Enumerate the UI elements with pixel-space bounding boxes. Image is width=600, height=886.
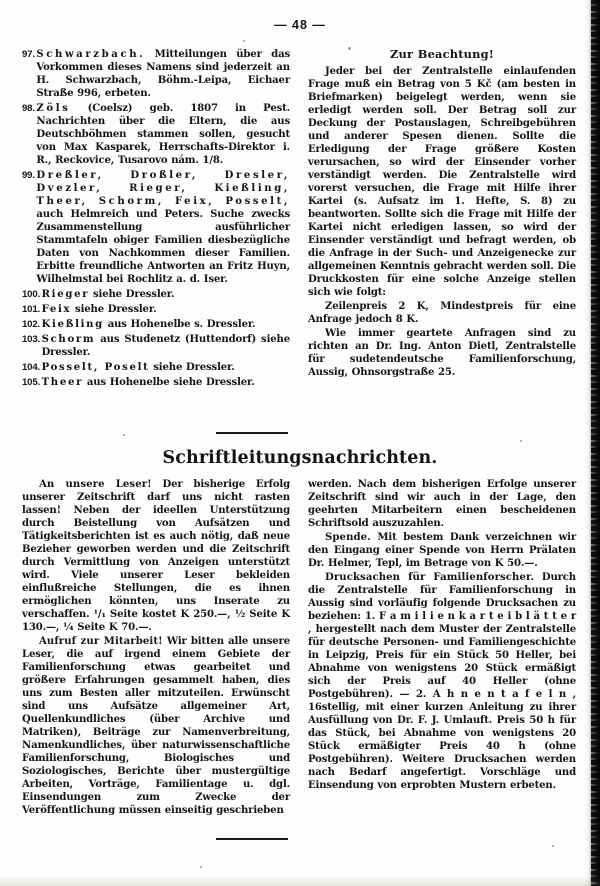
query-number: 103.	[22, 334, 41, 345]
section-heading: Schriftleitungsnachrichten.	[162, 448, 438, 468]
query-surname: Rieger	[41, 289, 90, 300]
editorial-item	[308, 531, 576, 570]
notice-paragraph: Zeilenpreis 2 K, Mindestpreis für eine Anfrage jedoch 8 K.	[308, 301, 576, 325]
query-surname: Theer	[41, 377, 84, 388]
query-surname: Posselt, Poselt	[41, 362, 150, 373]
query-text: aus Studenetz (Huttendorf) siehe Dressler.	[41, 334, 290, 358]
query-surname: Schorm	[41, 334, 96, 345]
notice-title: Zur Beachtung!	[389, 47, 495, 61]
query-entry	[22, 333, 290, 359]
page-number: — 48 —	[274, 18, 326, 32]
editorial-lead: Spende.	[325, 532, 371, 543]
query-text: (Coelsz) geb. 1807 in Pest. Nachrichten über die Eltern, die aus Deutschböhmen stammen sollen, gesucht von Max Kasparek, Herrschafts-Direktor i. R., Reckovice, Tusarovo nám. 1/8.	[36, 103, 290, 166]
query-entry	[22, 288, 290, 301]
editorial-item	[308, 571, 576, 792]
scan-speck	[243, 40, 245, 42]
query-surname: Feix	[41, 304, 72, 315]
query-text: siehe Dressler.	[71, 304, 157, 315]
editorial-text: Durch die Zentralstelle für Familienforschung in Aussig sind vorläufig folgende Drucksachen zu beziehen: 1. F a m i l i e n k a r t e i b l ä t t e r , hergestellt nach dem Muster der Zentralstelle für deutsche Personen- und Familiengeschichte in Leipzig, Preis für ein Stück 50 Heller, bei Abnahme von wenigstens 20 Stück ermäßigt sich der Preis auf 40 Heller (ohne Postgebühren). — 2. A h n e n t a f e l n , 16stellig, mit einer kurzen Anleitung zu ihrer Ausfüllung von Dr. F. J. Umlauft. Preis 50 h für das Stück, bei Abnahme von wenigstens 20 Stück ermäßigter Preis 40 h (ohne Postgebühren). Weitere Drucksachen werden nach Bedarf angefertigt. Vorschläge und Einsendung von erprobten Mustern erbeten.	[308, 572, 576, 791]
query-body	[42, 288, 290, 301]
query-body	[36, 48, 290, 100]
query-surname: Kießling	[41, 319, 104, 330]
query-body	[42, 376, 290, 389]
notice-column	[308, 48, 576, 379]
query-number: 100.	[22, 289, 41, 300]
query-entry	[22, 102, 290, 167]
query-number: 101.	[22, 304, 41, 315]
query-body	[42, 303, 290, 316]
notice-paragraph: Jeder bei der Zentralstelle einlaufenden Frage muß ein Betrag von 5 Kč (am besten in Briefmarken) beigelegt werden, wenn sie erledigt werden soll. Der Betrag soll zur Deckung der Postauslagen, Schreibgebühren und anderer Spesen dienen. Sollte die Erledigung der Frage größere Kosten verursachen, so wird der Einsender vorher verständigt werden. Die Zentralstelle wird vorerst versuchen, die Frage mit Hilfe ihrer Kartei (s. Aufsatz im 1. Hefte, S. 8) zu beantworten. Sollte sich die Frage mit Hilfe der Kartei nicht erledigen lassen, so wird der Einsender verständigt und befragt werden, ob die Anfrage in der Such- und Anzeigenecke zur allgemeinen Kenntnis gebracht werden soll. Die Druckkosten für eine solche Anzeige stellen sich wie folgt:	[308, 66, 576, 298]
scan-edge-shadow	[584, 0, 600, 886]
editorial-text: Der bisherige Erfolg unserer Zeitschrift darf uns nicht rasten lassen! Neben der ideellen Unterstützung durch Beistellung von Aufsätzen und Tätigkeitsberichten ist es auch nötig, daß neue Bezieher geworben werden und die Zeitschrift durch Vermittlung von Anzeigen unterstützt wird. Viele unserer Leser bekleiden einflußreiche Stellungen, die es ihnen ermöglichen könnten, uns Inserate zu verschaffen. ¹/₁ Seite kostet K 250.—, ½ Seite K 130.—, ¼ Seite K 70.—.	[22, 479, 290, 633]
scan-speck	[200, 866, 202, 868]
editorial-item-continued: werden. Nach dem bisherigen Erfolge unserer Zeitschrift sind wir auch in der Lage, den geehrten Mitarbeitern einen bescheidenen Schriftsold auszuzahlen.	[308, 479, 576, 529]
editorial-column-right	[308, 478, 576, 792]
query-entry	[22, 376, 290, 389]
scan-speck	[552, 845, 554, 847]
query-text: Mitteilungen über das Vorkommen dieses Namens sind jederzeit an H. Schwarzbach, Böhm.-Leipa, Eichaer Straße 996, erbeten.	[36, 49, 290, 99]
editorial-column-left	[22, 478, 290, 817]
query-number: 99.	[22, 170, 35, 181]
query-entry	[22, 48, 290, 100]
query-number: 104.	[22, 362, 41, 373]
query-body	[42, 361, 290, 374]
query-text: siehe Dressler.	[149, 362, 235, 373]
query-surname: Schwarzbach.	[36, 49, 146, 60]
query-body	[36, 169, 290, 286]
query-entry	[22, 318, 290, 331]
editorial-text: Wir bitten alle unsere Leser, die auf irgend einem Gebiete der Familienforschung etwas gearbeitet und größere Erfahrungen gesammelt haben, dies uns zum Besten aller mitzuteilen. Erwünscht sind uns Aufsätze allgemeiner Art, Quellenkundliches (über Archive und Matriken), Beiträge zur Namenverbreitung, Namenkundliches, über naturwissenschaftliche Familienforschung, Biologisches und Soziologisches, Berichte über mustergültige Arbeiten, Vorträge, Familientage u. dgl. Einsendungen zum Zwecke der Veröffentlichung müssen einseitig geschrieben	[22, 636, 290, 816]
query-surname: Zöls	[36, 103, 71, 114]
query-text: auch Helmreich und Peters. Suche zwecks Zusammenstellung ausführlicher Stammtafeln obiger Familien diesbezügliche Daten von Nachkommen dieser Familien. Erbitte freundliche Antworten an Fritz Huyn, Wilhelmstal bei Rochlitz a. d. Iser.	[36, 209, 290, 285]
editorial-text: Mit bestem Dank verzeichnen wir den Eingang einer Spende von Herrn Prälaten Dr. Helmer, Tepl, im Betrage von K 50.—.	[308, 532, 576, 569]
query-surname: Dreßler, Droßler, Dresler, Dvezler, Rieger, Kießling, Theer, Schorm, Feix, Posselt,	[36, 170, 290, 207]
query-text: siehe Dressler.	[89, 289, 175, 300]
query-number: 97.	[22, 49, 35, 60]
query-entry	[22, 169, 290, 286]
query-text: aus Hohenelbe siehe Dressler.	[83, 377, 255, 388]
query-entry	[22, 303, 290, 316]
query-number: 98.	[22, 103, 35, 114]
section-divider-rule	[216, 432, 288, 434]
query-number: 102.	[22, 319, 41, 330]
bottom-divider-rule	[216, 838, 288, 840]
scan-speck	[520, 440, 522, 442]
query-body	[42, 318, 290, 331]
query-text: aus Hohenelbe s. Dressler.	[103, 319, 256, 330]
query-body	[36, 102, 290, 167]
editorial-lead: An unsere Leser!	[39, 479, 152, 490]
query-number: 105.	[22, 377, 41, 388]
scan-edge-bottom	[0, 876, 600, 886]
query-body	[42, 333, 290, 359]
query-entry	[22, 361, 290, 374]
editorial-item	[22, 635, 290, 817]
query-list-column	[22, 48, 290, 391]
scan-speck	[123, 434, 125, 436]
editorial-lead: Drucksachen für Familienforscher.	[325, 572, 535, 583]
editorial-lead: Aufruf zur Mitarbeit!	[39, 636, 163, 647]
notice-paragraph: Wie immer geartete Anfragen sind zu richten an Dr. Ing. Anton Dietl, Zentralstelle für sudetendeutsche Familienforschung, Aussig, Ohnsorgstraße 25.	[308, 328, 576, 378]
editorial-item	[22, 478, 290, 634]
